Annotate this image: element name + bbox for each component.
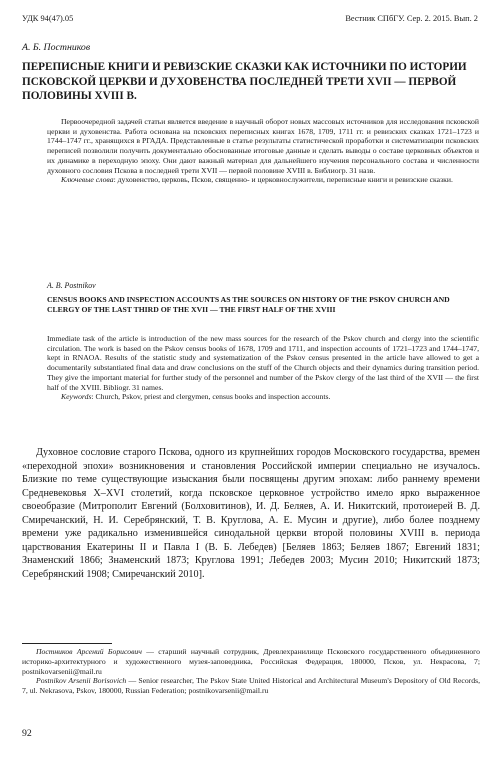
- keywords-en-label: Keywords: [61, 392, 92, 402]
- article-title-en: CENSUS BOOKS AND INSPECTION ACCOUNTS AS THE SOURCES ON HISTORY OF THE PSKOV CHURCH AND CLERGY OF THE LAST THIRD OF THE XVII — THE FIRST HALF OF THE XVIII: [47, 295, 450, 314]
- body-paragraph: Духовное сословие старого Пскова, одного из крупнейших городов Московского государства, времен «переходной эпохи» возникновения и становления Российской империи специально не изучалось. Близкие по теме существующие изыскания были посвящены другим эпохам: либо раннему времени Средневековья X–XVI столетий, когда псковское церковное устройство имело ярко выраженное своеобразие (Митрополит Евгений (Болховитинов), И. Д. Беляев, А. И. Никитский, протоиерей В. Д. Смиречанский, Н. И. Серебрянский, Т. В. Круглова, А. Е. Мусин и другие), либо более позднему времени уже радикально изменившейся синодальной церкви второй половины XVIII в. периода царствования Екатерины II и Павла I (В. Б. Лебедев) [Беляев 1863; Беляев 1867; Евгений 1831; Знаменский 1866; Знаменский 1873; Круглова 1991; Лебедев 2003; Мусин 2010; Никитский 1873; Серебрянский 1908; Смиречанский 2010].: [22, 447, 480, 580]
- author-footnotes: [22, 647, 480, 696]
- footnote-ru: [22, 647, 480, 676]
- keywords-ru: [47, 175, 479, 185]
- journal-reference: Вестник СПбГУ. Сер. 2. 2015. Вып. 2: [345, 14, 478, 23]
- footnote-ru-name: Постников Арсений Борисович: [36, 647, 142, 656]
- keywords-en: [47, 392, 479, 402]
- author-en: A. B. Postnikov: [47, 281, 96, 290]
- udk-code: УДК 94(47).05: [22, 14, 74, 23]
- keywords-ru-label: Ключевые слова: [61, 175, 114, 185]
- abstract-en: [47, 334, 479, 402]
- running-header: [22, 14, 478, 26]
- keywords-en-text: : Church, Pskov, priest and clergymen, census books and inspection accounts.: [91, 392, 331, 402]
- article-title-ru: ПЕРЕПИСНЫЕ КНИГИ И РЕВИЗСКИЕ СКАЗКИ КАК ИСТОЧНИКИ ПО ИСТОРИИ ПСКОВСКОЙ ЦЕРКВИ И ДУХОВЕНСТВА ПОСЛЕДНЕЙ ТРЕТИ XVII — ПЕРВОЙ ПОЛОВИНЫ XVIII В.: [22, 61, 467, 102]
- abstract-ru: [47, 117, 479, 185]
- author-ru: А. Б. Постников: [22, 42, 91, 53]
- footnote-en: [22, 676, 480, 696]
- keywords-ru-text: : духовенство, церковь, Псков, священно- и церковнослужители, переписные книги и ревизские сказки.: [113, 175, 453, 185]
- footnote-en-text: — Senior researcher, The Pskov State United Historical and Architectural Museum's Depository of Old Records, 7, ul. Nekrasova, Pskov, 180000, Russian Federation; postnikovarsenii@mail.ru: [22, 676, 480, 696]
- footnote-en-name: Postnikov Arsenii Borisovich: [36, 676, 127, 686]
- footnote-divider: [22, 643, 112, 644]
- abstract-en-text: Immediate task of the article is introduction of the new mass sources for the research of the Pskov church and clergy into the scientific circulation. The work is based on the Pskov census books of 1678, 1709 and 1711, and inspection accounts of 1721–1723 and 1744–1747, kept in RNAOA. Results of the statistic study and systematization of the Pskov census presented in the article have allowed to get a documentarily substantiated final data and draw conclusions on the stuff of the Church objects and their dynamics during transition period. They give the important material for further study of the personnel and number of the Pskov clergy of the last third of the XVII — the first half of the XVIII. Bibliogr. 31 names.: [47, 334, 479, 392]
- abstract-ru-text: Первоочередной задачей статьи является введение в научный оборот новых массовых источников для исследования псковской церкви и духовенства. Работа основана на псковских переписных книгах 1678, 1709, 1711 гг. и ревизских сказках 1721–1723 и 1744–1747 гг., хранящихся в РГАДА. Представленные в статье результаты статистической проработки и систематизации псковских переписей позволили получить документально обоснованные итоговые данные и сделать выводы о составе церковных объектов и их динамике в переходную эпоху. Они дают важный материал для дальнейшего изучения персонального состава и численности духовного сословия Пскова в последней трети XVII — первой половине XVIII в. Библиогр. 31 назв.: [47, 117, 479, 175]
- footnote-ru-text: — старший научный сотрудник, Древлехранилище Псковского государственного объединенного историко-архитектурного и художественного музея-заповедника, Российская Федерация, 180000, Псков, ул. Некрасова, 7; postnikovarsenii@mail.ru: [22, 647, 480, 676]
- page-number: 92: [22, 728, 32, 739]
